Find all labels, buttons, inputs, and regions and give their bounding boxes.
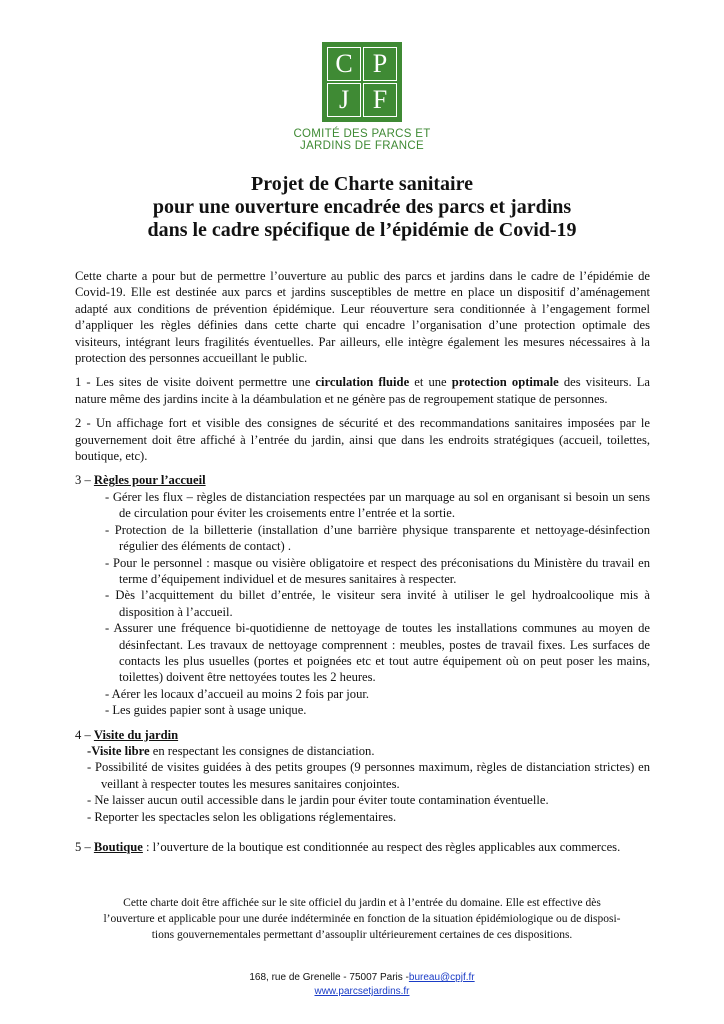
visite-libre-label: -Visite libre <box>87 743 150 758</box>
footer-contact <box>162 971 562 985</box>
section-4-heading <box>75 727 650 743</box>
closing-statement <box>78 895 646 943</box>
list-item: - Ne laisser aucun outil accessible dans le jardin pour éviter toute contamination éventuelle. <box>87 793 549 808</box>
section-4 <box>75 727 650 825</box>
section-5-number: 5 – <box>75 840 94 854</box>
title-line-3: dans le cadre spécifique de l’épidémie de Covid-19 <box>147 219 577 241</box>
closing-line-3: tions gouvernementales permettant d’assouplir ultérieurement certaines de ces dispositions. <box>151 929 573 941</box>
section-5 <box>75 839 650 855</box>
section-5-text: : l’ouverture de la boutique est conditionnée au respect des règles applicables aux commerces. <box>142 840 621 854</box>
footer-address: 168, rue de Grenelle - 75007 Paris - <box>249 972 409 983</box>
section-2: 2 - Un affichage fort et visible des consignes de sécurité et des recommandations sanitaires imposées par le gouvernement doit être affiché à l’entrée du jardin, ainsi que dans les endroits stratégiques (accueil, toilettes, boutique, etc). <box>75 416 650 464</box>
visite-libre-text: en respectant les consignes de distanciation. <box>149 743 375 758</box>
section-1-pre: 1 - Les sites de visite doivent permettre une <box>75 375 316 390</box>
list-item <box>75 743 650 759</box>
list-item: - Dès l’acquittement du billet d’entrée, le visiteur sera invité à utiliser le gel hydroalcoolique mis à disposition à l’accueil. <box>105 588 650 619</box>
organization-name <box>262 128 462 152</box>
organization-line-2: JARDINS DE FRANCE <box>300 140 424 152</box>
logo-letter-f: F <box>363 83 397 117</box>
title-line-2: pour une ouverture encadrée des parcs et jardins <box>152 196 572 218</box>
section-4-number: 4 – <box>75 727 94 742</box>
logo-letter-p: P <box>363 47 397 81</box>
organization-line-1: COMITÉ DES PARCS ET <box>293 128 431 140</box>
document-title <box>62 173 662 242</box>
section-3-list <box>75 489 650 719</box>
list-item: - Assurer une fréquence bi-quotidienne de nettoyage de toutes les installations communes au moyen de désinfectant. Les travaux de nettoyage comprennent : meubles, postes de travail fixes. Les surfaces de contacts les plus usuelles (portes et poignées etc et tout autre équipement où on peut poser les mains, toilettes) doivent être nettoyées toutes les 2 heures. <box>105 621 650 685</box>
charter-body <box>75 268 650 855</box>
section-1-bold-2: protection optimale <box>451 375 559 390</box>
section-3-number: 3 – <box>75 473 94 488</box>
logo-letter-c: C <box>327 47 361 81</box>
list-item: - Reporter les spectacles selon les obligations réglementaires. <box>87 809 397 824</box>
section-3 <box>75 472 650 718</box>
list-item: - Aérer les locaux d’accueil au moins 2 fois par jour. <box>105 686 370 701</box>
section-1-post: des visiteurs. La nature même des jardins incite à la déambulation et ne génère pas de regroupement statique de personnes. <box>75 375 650 406</box>
email-link[interactable]: bureau@cpjf.fr <box>408 972 475 983</box>
section-3-title: Règles pour l’accueil <box>93 473 206 488</box>
list-item: - Possibilité de visites guidées à des petits groupes (9 personnes maximum, règles de distanciation strictes) en veillant à respecter toutes les mesures sanitaires conjointes. <box>87 760 650 791</box>
website-link[interactable]: www.parcsetjardins.fr <box>314 986 410 997</box>
intro-paragraph: Cette charte a pour but de permettre l’ouverture au public des parcs et jardins dans le cadre de l’épidémie de Covid-19. Elle est destinée aux parcs et jardins susceptibles de mettre en place un dispositif d’aménagement adapté aux conditions de prévention épidémique. Leur réouverture sera conditionnée à l’engagement formel d’appliquer les règles définies dans cette charte qui encadre l’organisation d’une protection optimale des visiteurs, intégrant leurs fragilités éventuelles. Par ailleurs, elle intègre également les mesures nécessaires à la protection des personnes accueillant le public. <box>75 269 650 366</box>
section-3-heading <box>75 472 650 488</box>
section-1 <box>75 374 650 407</box>
section-4-title: Visite du jardin <box>93 727 179 742</box>
section-5-title: Boutique <box>93 840 143 854</box>
title-line-1: Projet de Charte sanitaire <box>251 173 473 195</box>
closing-line-2: l’ouverture et applicable pour une durée indéterminée en fonction de la situation épidémiologique ou de disposi- <box>103 913 621 925</box>
list-item: - Les guides papier sont à usage unique. <box>105 703 307 718</box>
section-1-bold-1: circulation fluide <box>315 375 410 390</box>
list-item: - Gérer les flux – règles de distanciation respectées par un marquage au sol en organisant si besoin un sens de circulation pour éviter les croisements entre l’entrée et la sortie. <box>105 489 650 521</box>
cpjf-logo <box>322 42 402 122</box>
closing-line-1: Cette charte doit être affichée sur le site officiel du jardin et à l’entrée du domaine. Elle est effective dès <box>123 897 601 909</box>
section-1-mid: et une <box>409 375 452 390</box>
section-4-list <box>75 743 650 825</box>
logo-letter-j: J <box>327 83 361 117</box>
list-item: - Pour le personnel : masque ou visière obligatoire et respect des préconisations du Ministère du travail en terme d’équipement individuel et de mesures sanitaires à respecter. <box>105 555 650 586</box>
list-item: - Protection de la billetterie (installation d’une barrière physique transparente et nettoyage-désinfection régulier des éléments de contact) . <box>105 522 650 554</box>
footer <box>162 971 562 999</box>
